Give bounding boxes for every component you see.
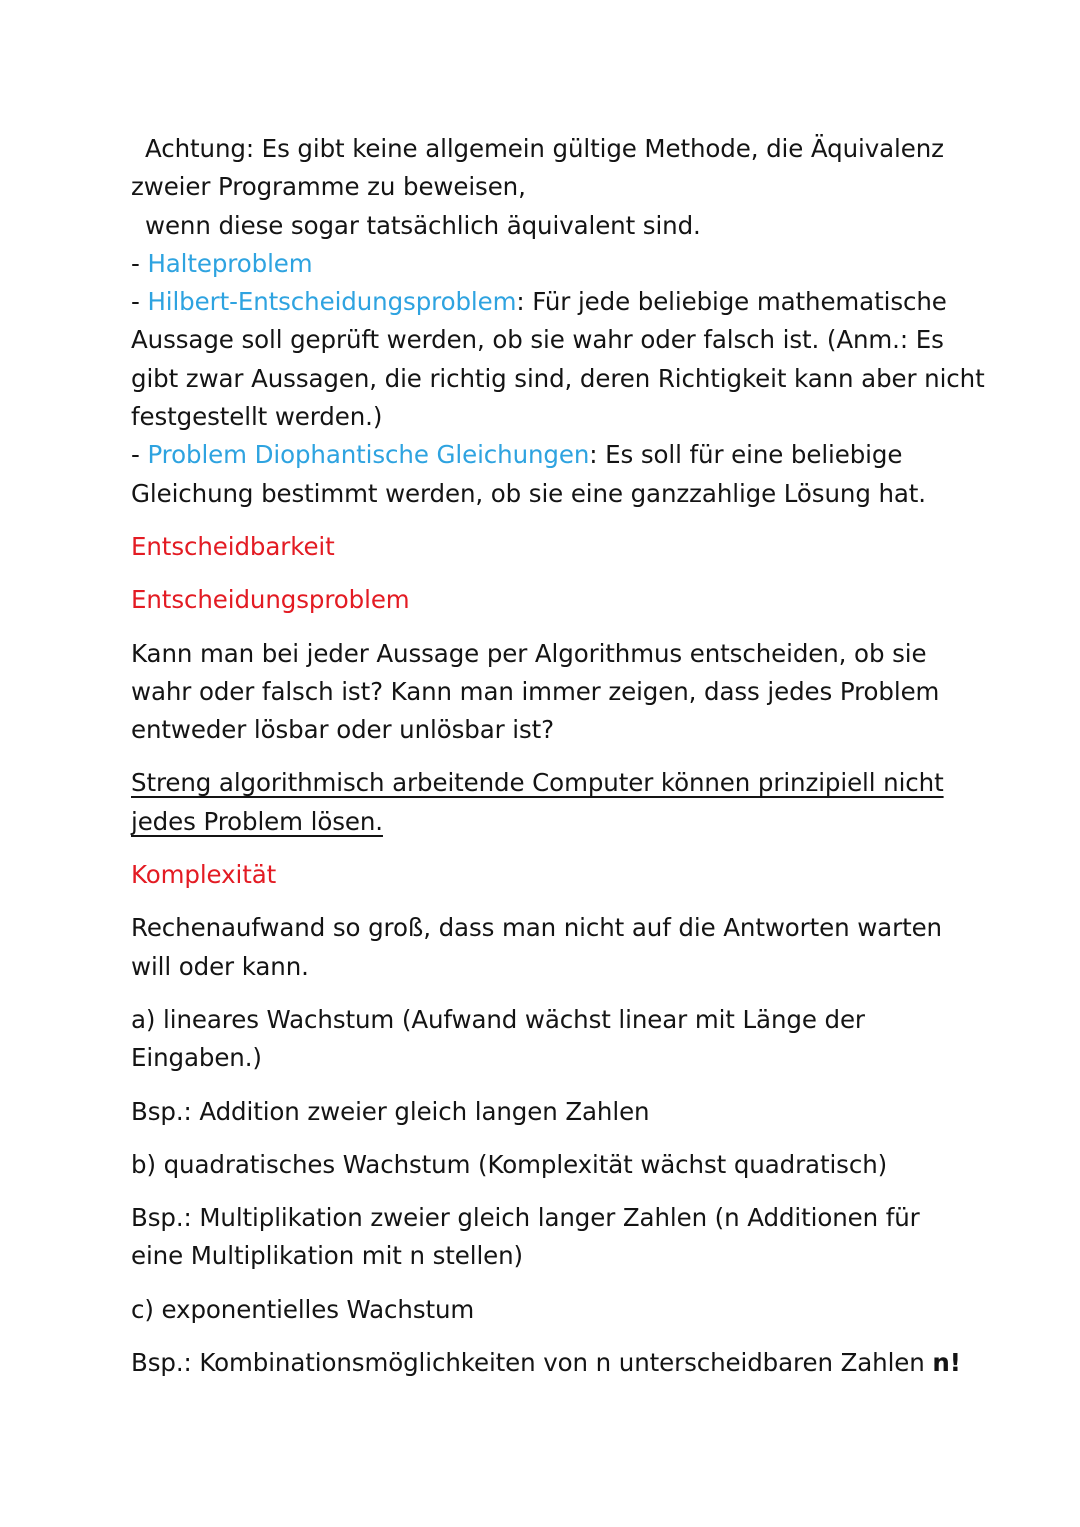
- hilbert-line-4: festgestellt werden.): [131, 402, 383, 432]
- entscheidung-line-2: wahr oder falsch ist? Kann man immer zeigen, dass jedes Problem: [131, 676, 940, 706]
- intro-line-2: zweier Programme zu beweisen,: [131, 172, 526, 202]
- diophantisch-line-2: Gleichung bestimmt werden, ob sie eine ganzzahlige Lösung hat.: [131, 478, 926, 508]
- exponential-heading: c) exponentielles Wachstum: [131, 1294, 475, 1324]
- heading-komplexitaet: Komplexität: [131, 860, 277, 890]
- linear-example: Bsp.: Addition zweier gleich langen Zahlen: [131, 1096, 650, 1126]
- quadratic-example-line-1: Bsp.: Multiplikation zweier gleich langer Zahlen (n Additionen für: [131, 1203, 920, 1233]
- list-dash: -: [131, 248, 148, 278]
- quadratic-example-line-2: eine Multiplikation mit n stellen): [131, 1241, 524, 1271]
- komplex-intro-line-2: will oder kann.: [131, 951, 309, 981]
- document-page: [131, 130, 985, 1382]
- term-diophantisch: Problem Diophantische Gleichungen: [147, 440, 590, 470]
- statement-line-2: jedes Problem lösen.: [131, 806, 383, 836]
- heading-entscheidungsproblem: Entscheidungsproblem: [131, 585, 410, 615]
- heading-entscheidbarkeit: Entscheidbarkeit: [131, 531, 335, 561]
- hilbert-line-2: Aussage soll geprüft werden, ob sie wahr oder falsch ist. (Anm.: Es: [131, 325, 944, 355]
- linear-line-2: Eingaben.): [131, 1043, 262, 1073]
- hilbert-text: : Für jede beliebige mathematische: [516, 287, 947, 317]
- entscheidung-line-3: entweder lösbar oder unlösbar ist?: [131, 715, 555, 745]
- list-dash: -: [131, 440, 148, 470]
- factorial-term: n!: [932, 1348, 961, 1378]
- statement-line-1: Streng algorithmisch arbeitende Computer können prinzipiell nicht: [131, 768, 944, 798]
- quadratic-heading: b) quadratisches Wachstum (Komplexität wächst quadratisch): [131, 1149, 888, 1179]
- linear-line-1: a) lineares Wachstum (Aufwand wächst linear mit Länge der: [131, 1004, 865, 1034]
- list-item-diophantisch: [131, 436, 961, 474]
- list-item-halteproblem: [131, 245, 961, 283]
- exponential-example: [131, 1344, 961, 1382]
- exponential-example-text: Bsp.: Kombinationsmöglichkeiten von n unterscheidbaren Zahlen: [131, 1348, 933, 1378]
- intro-line-3: wenn diese sogar tatsächlich äquivalent sind.: [145, 210, 701, 240]
- entscheidung-line-1: Kann man bei jeder Aussage per Algorithmus entscheiden, ob sie: [131, 638, 927, 668]
- list-dash: -: [131, 287, 148, 317]
- term-halteproblem: Halteproblem: [147, 248, 313, 278]
- komplex-intro-line-1: Rechenaufwand so groß, dass man nicht auf die Antworten warten: [131, 913, 942, 943]
- diophantisch-text: : Es soll für eine beliebige: [589, 440, 903, 470]
- term-hilbert: Hilbert-Entscheidungsproblem: [147, 287, 517, 317]
- intro-line-1: Achtung: Es gibt keine allgemein gültige Methode, die Äquivalenz: [145, 134, 944, 163]
- hilbert-line-3: gibt zwar Aussagen, die richtig sind, deren Richtigkeit kann aber nicht: [131, 363, 985, 393]
- list-item-hilbert: [131, 283, 961, 321]
